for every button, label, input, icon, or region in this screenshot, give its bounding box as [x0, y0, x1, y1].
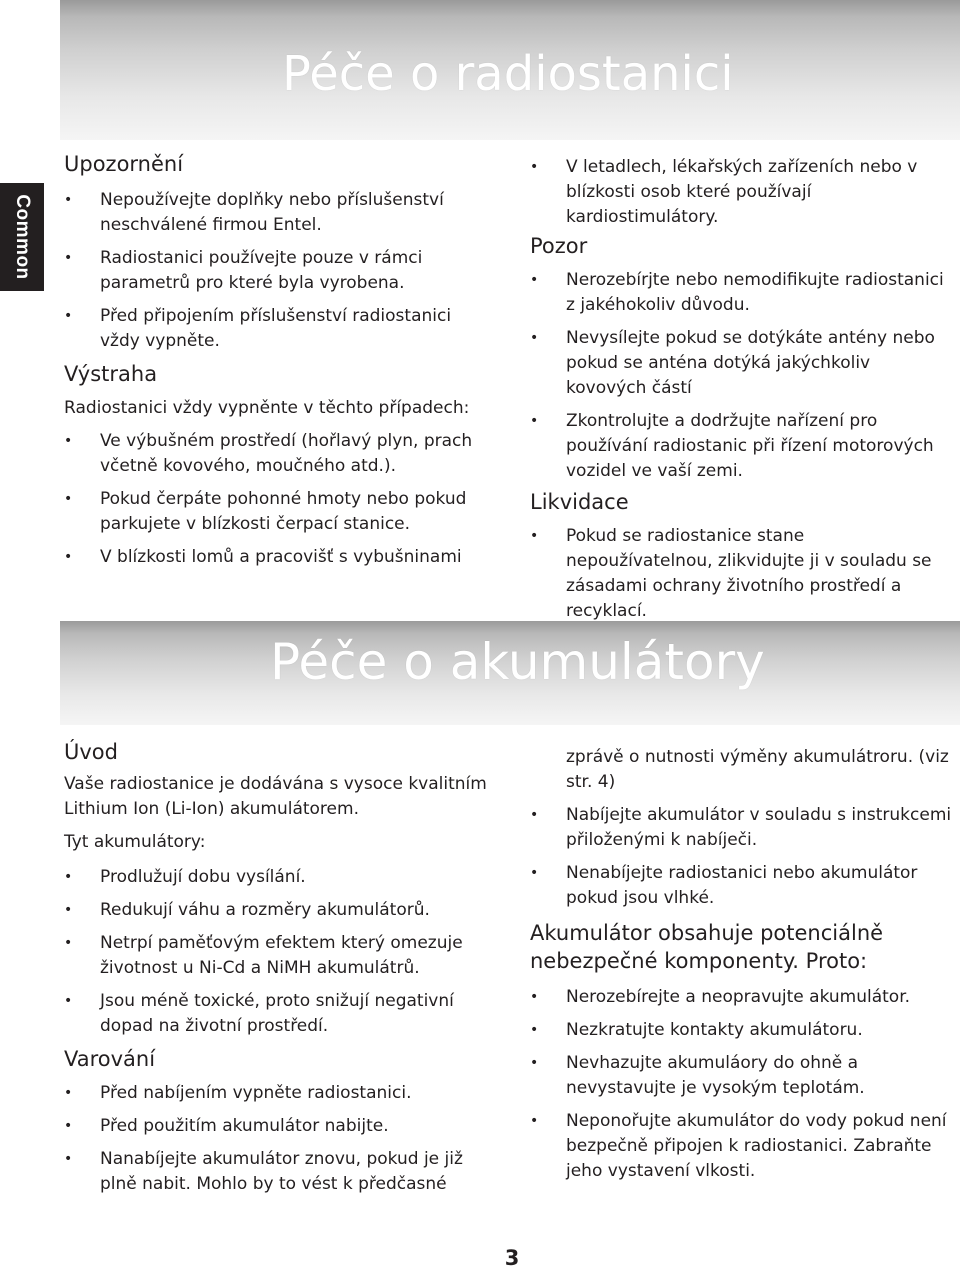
heading-varovani: Varování: [64, 1047, 156, 1071]
list-item: • Pokud čerpáte pohonné hmoty nebo pokud parkujete v blízkosti čerpací stanice.: [64, 487, 494, 537]
list-item: • Redukují váhu a rozměry akumulátorů.: [64, 898, 494, 923]
side-tab-label: Common: [12, 194, 33, 280]
list-item: • Před použitím akumulátor nabijte.: [64, 1114, 494, 1139]
vystraha-list: [64, 429, 494, 570]
pozor-list: [530, 268, 955, 484]
list-item: • Nerozebírjte nebo nemodifikujte radiostanici z jakéhokoliv důvodu.: [530, 268, 955, 318]
heading-upozorneni: Upozornění: [64, 152, 184, 176]
side-tab-common: [0, 183, 44, 291]
upozorneni-list: [64, 188, 494, 354]
list-item: • Nenabíjejte radiostanici nebo akumulátor pokud jsou vlhké.: [530, 861, 955, 911]
heading-uvod: Úvod: [64, 740, 118, 764]
typ-text: Tyt akumulátory:: [64, 832, 206, 852]
nabijeni-list: [530, 803, 955, 911]
list-item: • Jsou méně toxické, proto snižují negativní dopad na životní prostředí.: [64, 989, 494, 1039]
list-item: • Zkontrolujte a dodržujte nařízení pro používání radiostanic při řízení motorových vozidel ve vaší zemi.: [530, 409, 955, 484]
likvidace-list: [530, 524, 955, 624]
list-item: • Netrpí paměťovým efektem který omezuje životnost u Ni-Cd a NiMH akumulátrů.: [64, 931, 494, 981]
list-item: • Ve výbušném prostředí (hořlavý plyn, prach včetně kovového, moučného atd.).: [64, 429, 494, 479]
varovani-list: [64, 1081, 494, 1197]
heading-komponenty: Akumulátor obsahuje potenciálně nebezpečné komponenty. Proto:: [530, 921, 884, 973]
radiostanice-right-column: [530, 155, 955, 624]
heading-likvidace: Likvidace: [530, 490, 629, 514]
uvod-text: Vaše radiostanice je dodávána s vysoce kvalitním Lithium Ion (Li-Ion) akumulátorem.: [64, 774, 487, 819]
banner-akumulatory: [60, 621, 960, 725]
list-item: • Před nabíjením vypněte radiostanici.: [64, 1081, 494, 1106]
list-item: • Prodlužují dobu vysílání.: [64, 865, 494, 890]
heading-vystraha: Výstraha: [64, 362, 158, 386]
akumulatory-left-column: [64, 738, 494, 1197]
typ-list: [64, 865, 494, 1039]
section-title-akumulatory: Péče o akumulátory: [270, 633, 765, 691]
banner-radiostanice: [60, 0, 960, 140]
list-item: • Nevysílejte pokud se dotýkáte antény nebo pokud se anténa dotýká jakýchkoliv kovových částí: [530, 326, 955, 401]
list-item: • V letadlech, lékařských zařízeních nebo v blízkosti osob které používají kardiostimulátory.: [530, 155, 955, 230]
list-item: • Nabíjejte akumulátor v souladu s instrukcemi přiloženými k nabíječi.: [530, 803, 955, 853]
list-item: • Pokud se radiostanice stane nepoužívatelnou, zlikvidujte ji v souladu se zásadami ochrany životního prostředí a recyklací.: [530, 524, 955, 624]
page-number: 3: [504, 1246, 520, 1270]
list-item: • Nanabíjejte akumulátor znovu, pokud je již plně nabit. Mohlo by to vést k předčasné: [64, 1147, 494, 1197]
list-item: • Nepoužívejte doplňky nebo příslušenství neschválené firmou Entel.: [64, 188, 494, 238]
list-item: • Před připojením příslušenství radiostanici vždy vypněte.: [64, 304, 494, 354]
heading-pozor: Pozor: [530, 234, 588, 258]
list-item: • Neponořujte akumulátor do vody pokud není bezpečně připojen k radiostanici. Zabraňte jeho vystavení vlkosti.: [530, 1109, 955, 1184]
list-item: • Nezkratujte kontakty akumulátoru.: [530, 1018, 955, 1043]
list-item: • Radiostanici používejte pouze v rámci parametrů pro které byla vyrobena.: [64, 246, 494, 296]
akumulatory-right-column: [530, 745, 955, 1184]
list-item: • Nerozebírejte a neopravujte akumulátor.: [530, 985, 955, 1010]
radiostanice-left-column: [64, 150, 494, 570]
continuation-text: zprávě o nutnosti výměny akumulátroru. (viz str. 4): [566, 747, 949, 792]
list-item: • Nevhazujte akumuláory do ohně a nevystavujte je vysokým teplotám.: [530, 1051, 955, 1101]
section-title-radiostanice: Péče o radiostanici: [282, 46, 734, 102]
kardiostimulator-list: [530, 155, 955, 230]
list-item: • V blízkosti lomů a pracovišť s vybušninami: [64, 545, 494, 570]
vystraha-intro: Radiostanici vždy vypněnte v těchto případech:: [64, 398, 470, 418]
komponenty-list: [530, 985, 955, 1184]
